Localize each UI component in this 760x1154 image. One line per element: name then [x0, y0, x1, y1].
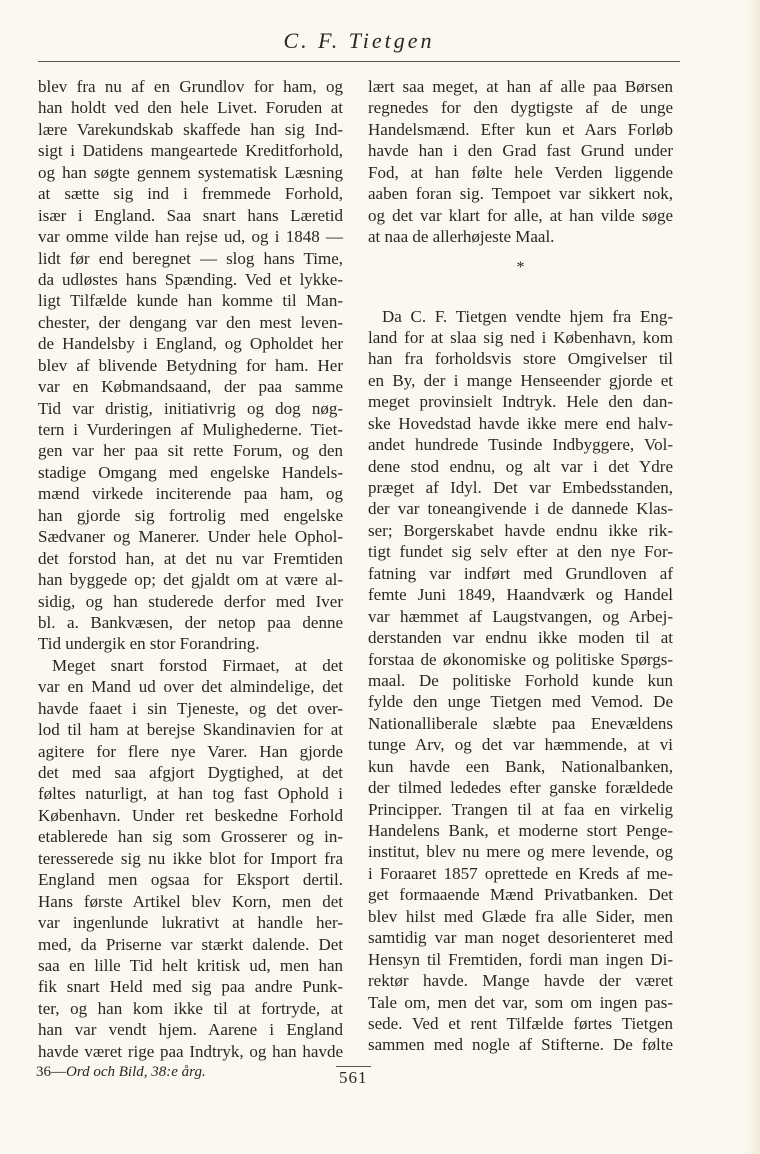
text-line: derstanden var endnu ikke moden til at [368, 628, 673, 648]
text-line: sidig, og han studerede derfor med Iver [38, 591, 343, 611]
text-line: var ingenlunde lukrativt at handle her- [38, 913, 343, 933]
text-line: han byggede op; det gjaldt om at være al- [38, 570, 343, 590]
text-column-left [38, 76, 343, 1062]
text-line: præget af Idyl. Det var Embedsstanden, [368, 478, 673, 497]
text-line: var hæmmet af Laugstvangen, og Arbej- [368, 606, 673, 626]
text-line: sede. Ved et rent Tilfælde førtes Tietgen [368, 1013, 673, 1033]
text-line: chester, der dengang var den mest leven- [38, 312, 343, 332]
text-line: lært saa meget, at han af alle paa Børsen [368, 77, 673, 96]
text-line: fik snart Held med sig paa andre Punk- [38, 977, 343, 997]
text-line: andet hundrede Tusinde Indbyggere, Vol- [368, 435, 673, 455]
text-line: det med saa afgjort Dygtighed, at det [38, 763, 343, 782]
text-line: og han søgte gennem systematisk Læsning [38, 162, 343, 182]
text-line: mænd virkede inciterende paa ham, og [38, 484, 343, 504]
text-line: rektør havde. Mange havde der været [368, 971, 673, 991]
text-line: gen var her paa sit rette Forum, og den [38, 441, 343, 461]
text-line: Da C. F. Tietgen vendte hjem fra Eng- [382, 306, 673, 326]
text-line: at naa de allerhøjeste Maal. [368, 227, 555, 247]
text-line: fatning var indført med Grundloven af [368, 563, 673, 583]
section-separator: * [516, 258, 525, 276]
text-line: tigt fundet sig selv efter at den nye For- [368, 542, 673, 562]
text-line: etablerede han sig som Grosserer og in- [38, 827, 343, 847]
text-line: han gjorde sig fortrolig med engelske [38, 505, 343, 525]
text-line: Fod, at han følte hele Verden liggende [368, 162, 673, 182]
text-line: ligt Tilfælde kunde han komme til Man- [38, 291, 343, 311]
text-line: blev hilst med Glæde fra alle Sider, men [368, 906, 673, 926]
text-line: blev af blivende Betydning for ham. Her [38, 355, 343, 375]
text-line: Tid undergik en stor Forandring. [38, 634, 260, 654]
paragraph [368, 76, 673, 248]
text-line: København. Under ret beskedne Forhold [38, 805, 343, 825]
text-line: Tid var dristig, initiativrig og dog nøg- [38, 398, 343, 418]
text-line: han holdt ved den hele Livet. Foruden at [38, 98, 343, 118]
text-line: England men ogsaa for Eksport dertil. [38, 870, 343, 890]
text-line: teresserede sig nu ikke blot for Import fra [38, 848, 343, 868]
text-line: Hans første Artikel blev Korn, men det [38, 891, 343, 911]
text-line: Tale om, men det var, som om ingen pas- [368, 992, 673, 1012]
paragraph [38, 655, 343, 1062]
text-line: var omme vilde han rejse ud, og i 1848 — [38, 227, 343, 247]
text-line: havde været rige paa Indtryk, og han havde [38, 1041, 343, 1061]
text-line: Principper. Trangen til at faa en virkelig [368, 799, 673, 819]
text-line: der tilmed lededes efter ganske forældede [368, 778, 673, 798]
text-line: sammen med nogle af Stifterne. De følte [368, 1035, 673, 1055]
text-line: saa en lille Tid helt kritisk ud, men han [38, 955, 343, 975]
text-line: agitere for flere nye Varer. Han gjorde [38, 741, 343, 761]
text-line: med, da Priserne var stærkt dalende. Det [38, 934, 343, 954]
text-line: ske Hovedstad havde ikke mere end halv- [368, 413, 673, 433]
text-line: ser; Borgerskabet havde endnu ikke rik- [368, 520, 673, 540]
text-line: kun havde een Bank, Nationalbanken, [368, 756, 673, 776]
text-line: get formaaende Mænd Privatbanken. Det [368, 885, 673, 905]
text-line: land for at slaa sig ned i København, kom [368, 327, 673, 347]
paragraph [368, 306, 673, 1056]
text-line: tern i Vurderingen af Mulighederne. Tiet- [38, 420, 343, 439]
text-line: Nationalliberale slæbte paa Enevældens [368, 713, 673, 733]
text-line: Handelsmænd. Efter kun et Aars Forløb [368, 119, 673, 139]
text-line: føltes naturligt, at han tog fast Ophold i [38, 784, 343, 804]
text-line: lidt før end beregnet — slog hans Time, [38, 248, 343, 268]
text-line: maal. De politiske Forhold kunde kun [368, 670, 673, 690]
text-line: han var vendt hjem. Aarene i England [38, 1020, 343, 1040]
text-line: ter, og han kom ikke til at fortryde, at [38, 998, 343, 1018]
text-line: der var toneangivende i de dannede Klas- [368, 499, 673, 519]
page-edge [746, 0, 760, 1154]
text-line: var en Mand ud over det almindelige, det [38, 677, 343, 697]
text-line: at sætte sig ind i fremmede Forhold, [38, 184, 343, 204]
text-line: havde faaet i sin Tjeneste, og det over- [38, 698, 343, 718]
text-line: især i England. Saa snart hans Læretid [38, 205, 343, 225]
text-line: institut, blev nu mere og mere levende, og [368, 842, 673, 862]
text-line: en By, der i mange Henseender gjorde et [368, 370, 673, 390]
text-line: Hensyn til Fremtiden, fordi man ingen Di- [368, 949, 673, 969]
text-line: forstaa de økonomiske og politiske Spørgs- [368, 649, 673, 669]
text-line: Handelens Bank, et moderne stort Penge- [368, 821, 673, 840]
text-line: var en Købmandsaand, der paa samme [38, 377, 343, 397]
text-line: han fra forholdsvis store Omgivelser til [368, 349, 673, 369]
running-head: C. F. Tietgen [283, 28, 435, 53]
header-rule [38, 61, 680, 62]
paragraph [38, 76, 343, 655]
text-line: i Foraaret 1857 oprettede en Kreds af me- [368, 863, 673, 883]
text-line: dene stod endnu, og alt var i det Ydre [368, 456, 673, 476]
text-line: tunge Arv, og det var hæmmende, at vi [368, 735, 673, 755]
text-line: regnedes for den dygtigste af de unge [368, 98, 673, 118]
text-line: fylde den unge Tietgen med Vemod. De [368, 692, 673, 712]
text-line: stadige Omgang med engelske Handels- [38, 462, 343, 482]
footer-signature [36, 1064, 206, 1081]
text-line: lære Varekundskab skaffede han sig Ind- [38, 119, 343, 139]
text-line: aaben foran sig. Tempoet var sikkert nok, [368, 184, 673, 204]
text-line: det forstod han, at det nu var Fremtiden [38, 548, 343, 568]
text-line: Meget snart forstod Firmaet, at det [52, 655, 343, 675]
text-line: sigt i Datidens mangeartede Kreditforhold, [38, 141, 343, 161]
text-line: havde han i den Grad fast Grund under [368, 141, 673, 161]
text-line: Sædvaner og Manerer. Under hele Ophol- [38, 527, 343, 547]
text-line: meget provinsielt Indtryk. Hele den dan- [368, 392, 673, 412]
page-number: 561 [336, 1066, 371, 1088]
text-column-right [368, 76, 673, 1056]
text-line: og det var klart for alle, at han vilde søge [368, 205, 673, 225]
text-line: samtidig var man noget desorienteret med [368, 928, 673, 948]
text-line: lod til ham at berejse Skandinavien for at [38, 720, 343, 740]
text-line: de Handelsby i England, og Opholdet her [38, 334, 343, 354]
text-line: femte Juni 1849, Haandværk og Handel [368, 585, 673, 605]
publication-name: Ord och Bild, 38:e årg. [66, 1064, 206, 1080]
text-line: bl. a. Bankvæsen, der netop paa denne [38, 612, 343, 632]
text-line: da udløstes hans Spænding. Ved et lykke- [38, 269, 343, 289]
signature-number: 36— [36, 1064, 66, 1080]
text-line: blev fra nu af en Grundlov for ham, og [38, 77, 343, 96]
